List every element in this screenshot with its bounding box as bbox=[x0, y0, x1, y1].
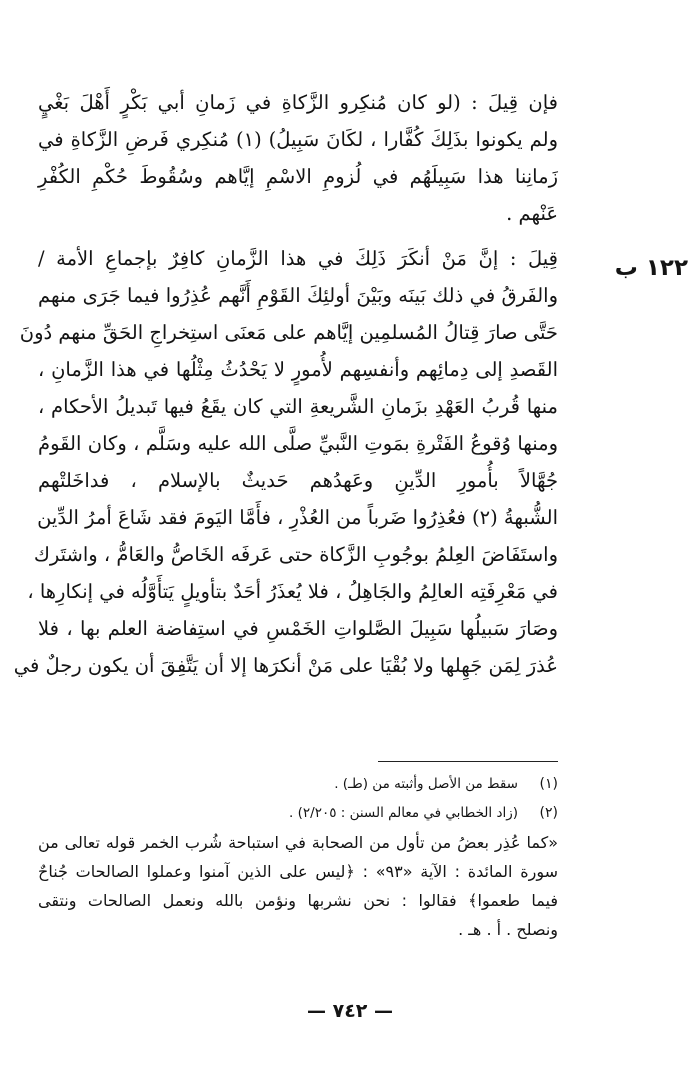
footnote-line: (زاد الخطابي في معالم السنن : ٢/٢٠٥) . bbox=[289, 805, 518, 821]
paragraph-question bbox=[38, 84, 558, 232]
text-line: ولم يكونوا بذَلِكَ كُفَّارا ، لكَانَ سَبِيلُ) (١) مُنكِري فَرضِ الزَّكاةِ في bbox=[38, 128, 559, 151]
footnotes bbox=[38, 770, 558, 944]
footnote bbox=[38, 799, 558, 828]
text-line: فإن قِيلَ : (لو كان مُنكِرو الزَّكاةِ في زَمانِ أبي بَكْرٍ أَهْلَ بَغْيٍ bbox=[38, 91, 558, 114]
footnote-body bbox=[38, 770, 518, 799]
text-line: عُذرَ لِمَن جَهِلها ولا بُقْيَا على مَنْ أنكرَها إلا أن يَتَّفِقَ أن يكون رجلٌ في bbox=[13, 654, 558, 677]
footnote bbox=[38, 770, 558, 799]
footnote-line: ونصلح . أ . هـ . bbox=[458, 920, 558, 939]
footnote-continuation bbox=[38, 828, 558, 944]
text-line: جُهَّالاً بأُمورِ الدِّينِ وعَهدُهم حَديثٌ بالإسلام ، فداخَلتْهم bbox=[38, 469, 558, 492]
footnote-line: فيما طعموا﴾ فقالوا : نحن نشربها ونؤمن بالله ونعمل الصالحات ونتقى bbox=[38, 891, 558, 910]
footnote-number: (٢) bbox=[539, 805, 558, 821]
footnote-line: «كما عُذِر بعضُ من تأول من الصحابة في استباحة شُرب الخمر قوله تعالى من bbox=[38, 833, 558, 852]
text-line: قِيلَ : إنَّ مَنْ أنكَرَ ذَلِكَ في هذا الزَّمانِ كافِرٌ بإجماعِ الأمة / bbox=[38, 247, 558, 270]
footnote-separator bbox=[378, 761, 558, 762]
manuscript-folio-note: ١٢٢ ب bbox=[614, 255, 688, 281]
page-number: — ٧٤٢ — bbox=[306, 1000, 394, 1022]
paragraph-answer bbox=[13, 240, 558, 684]
text-line: عَنْهم . bbox=[506, 202, 558, 225]
text-line: زَمانِنا هذا سَبِيلَهُم في لُزومِ الاسْمِ إيَّاهم وسُقُوطَ حُكْمِ الكُفْرِ bbox=[38, 165, 558, 188]
text-line: واستَفَاضَ العِلمُ بوجُوبِ الزَّكاة حتى عَرفَه الخَاصُّ والعَامُّ ، واشتَرك bbox=[33, 543, 558, 566]
text-line: ومنها وُقوعُ الفَتْرةِ بمَوتِ النَّبيِّ صلَّى الله عليه وسَلَّم ، وكان القَومُ bbox=[38, 432, 558, 455]
text-line: القَصدِ إلى دِمائِهم وأنفسِهم لأُمورٍ لا يَحْدُثُ مِثْلُها في هذا الزَّمانِ ، bbox=[38, 358, 558, 381]
footnote-line: سورة المائدة : الآية «٩٣» : ﴿ليس على الذين آمنوا وعملوا الصالحات جُناحٌ bbox=[38, 862, 558, 881]
footnote-number: (١) bbox=[539, 776, 558, 792]
text-line: منها قُربُ العَهْدِ بزَمانِ الشَّريعةِ التي كان يقَعُ فيها تَبديلُ الأحكام ، bbox=[38, 395, 558, 418]
footnote-line: سقط من الأصل وأثبته من (طـ) . bbox=[334, 776, 518, 792]
text-line: والفَرقُ في ذلك بَينَه وبَيْنَ أولئِكَ القَوْمِ أَنَّهم عُذِرُوا فيما جَرَى منهم bbox=[38, 284, 558, 307]
text-line: في مَعْرِفَتِه العالِمُ والجَاهِلُ ، فلا يُعذَرُ أحَدٌ بتأويلٍ يَتأَوَّلُه في إنكارِها ، bbox=[27, 580, 558, 603]
paragraph-gap bbox=[38, 232, 558, 240]
text-line: الشُّبهةُ (٢) فعُذِرُوا ضَرباً من العُذْرِ ، فأَمَّا اليَومَ فقد شَاعَ أمرُ الدِّين bbox=[37, 506, 558, 529]
text-line: حَتَّى صارَ قِتالُ المُسلمِين إيَّاهم على مَعنَى استِخراجِ الحَقِّ منهم دُونَ bbox=[19, 321, 558, 344]
text-line: وصَارَ سَبيلُها سَبِيلَ الصَّلواتِ الخَمْسِ في استِفاضة العلم بها ، فلا bbox=[38, 617, 558, 640]
footnote-body bbox=[38, 799, 518, 828]
main-text bbox=[13, 84, 559, 684]
